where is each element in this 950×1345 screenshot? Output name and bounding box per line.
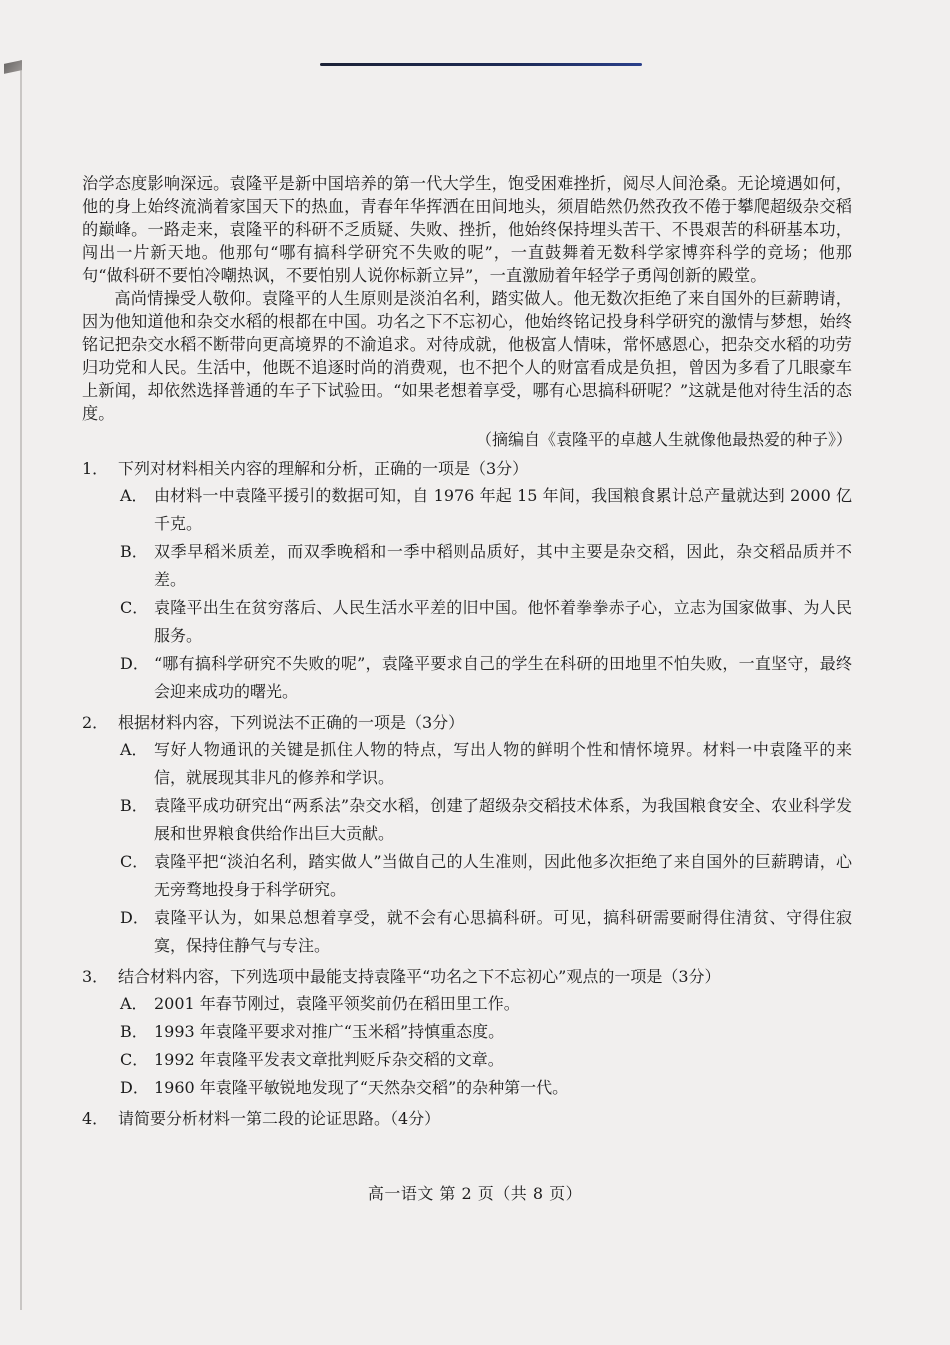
reading-passage bbox=[82, 172, 852, 452]
option-text: 1993 年袁隆平要求对推广“玉米稻”持慎重态度。 bbox=[154, 1022, 505, 1041]
option-a bbox=[120, 736, 852, 792]
question-stem bbox=[82, 455, 852, 482]
option-d bbox=[120, 650, 852, 706]
option-text: 袁隆平把“淡泊名利，踏实做人”当做自己的人生准则，因此他多次拒绝了来自国外的巨薪聘请，心无旁骛地投身于科学研究。 bbox=[154, 852, 852, 899]
question-text: 根据材料内容，下列说法不正确的一项是（3分） bbox=[118, 713, 465, 732]
page-edge bbox=[20, 60, 22, 1310]
question-text: 结合材料内容，下列选项中最能支持袁隆平“功名之下不忘初心”观点的一项是（3分） bbox=[118, 967, 721, 986]
page-footer: 高一语文 第 2 页（共 8 页） bbox=[367, 1184, 583, 1203]
option-a bbox=[120, 482, 852, 538]
question-2 bbox=[82, 709, 852, 960]
option-letter: A． bbox=[120, 486, 148, 505]
option-c bbox=[120, 594, 852, 650]
option-letter: A． bbox=[120, 740, 148, 759]
option-text: 双季早稻米质差，而双季晚稻和一季中稻则品质好，其中主要是杂交稻，因此，杂交稻品质并不差。 bbox=[154, 542, 852, 589]
passage-paragraph-1: 治学态度影响深远。袁隆平是新中国培养的第一代大学生，饱受困难挫折，阅尽人间沧桑。无论境遇如何，他的身上始终流淌着家国天下的热血，青春年华挥洒在田间地头，须眉皓然仍然孜孜不倦于攀爬超级杂交稻的巅峰。一路走来，袁隆平的科研不乏质疑、失败、挫折，他始终保持埋头苦干、不畏艰苦的科研基本功，闯出一片新天地。他那句“哪有搞科学研究不失败的呢”，一直鼓舞着无数科学家博弈科学的竞场；他那句“做科研不要怕冷嘲热讽，不要怕别人说你标新立异”，一直激励着年轻学子勇闯创新的殿堂。 bbox=[82, 174, 852, 285]
option-text: 写好人物通讯的关键是抓住人物的特点，写出人物的鲜明个性和情怀境界。材料一中袁隆平的来信，就展现其非凡的修养和学识。 bbox=[154, 740, 852, 787]
option-b bbox=[120, 538, 852, 594]
option-b bbox=[120, 792, 852, 848]
question-3 bbox=[82, 963, 852, 1102]
option-c bbox=[120, 848, 852, 904]
option-text: 袁隆平认为，如果总想着享受，就不会有心思搞科研。可见，搞科研需要耐得住清贫、守得住寂寞，保持住静气与专注。 bbox=[154, 908, 852, 955]
option-text: 由材料一中袁隆平援引的数据可知，自 1976 年起 15 年间，我国粮食累计总产量就达到 2000 亿千克。 bbox=[154, 486, 852, 533]
top-decorative-bar bbox=[320, 63, 642, 66]
option-letter: B． bbox=[120, 796, 148, 815]
question-number: 4． bbox=[82, 1109, 109, 1128]
passage-source: （摘编自《袁隆平的卓越人生就像他最热爱的种子》） bbox=[475, 430, 852, 449]
option-letter: C． bbox=[120, 852, 149, 871]
option-text: 1992 年袁隆平发表文章批判贬斥杂交稻的文章。 bbox=[154, 1050, 504, 1069]
option-text: 1960 年袁隆平敏锐地发现了“天然杂交稻”的杂种第一代。 bbox=[154, 1078, 569, 1097]
option-d bbox=[120, 904, 852, 960]
question-4 bbox=[82, 1105, 852, 1132]
option-letter: C． bbox=[120, 598, 149, 617]
question-stem bbox=[82, 709, 852, 736]
option-letter: B． bbox=[120, 1022, 148, 1041]
question-text: 请简要分析材料一第二段的论证思路。（4分） bbox=[118, 1109, 441, 1128]
option-text: 袁隆平成功研究出“两系法”杂交水稻，创建了超级杂交稻技术体系，为我国粮食安全、农业科学发展和世界粮食供给作出巨大贡献。 bbox=[154, 796, 852, 843]
question-number: 1． bbox=[82, 459, 109, 478]
option-text: 2001 年春节刚过，袁隆平领奖前仍在稻田里工作。 bbox=[154, 994, 520, 1013]
question-number: 2． bbox=[82, 713, 109, 732]
option-letter: C． bbox=[120, 1050, 149, 1069]
question-1 bbox=[82, 455, 852, 706]
question-text: 下列对材料相关内容的理解和分析，正确的一项是（3分） bbox=[118, 459, 529, 478]
question-list bbox=[82, 455, 852, 1132]
option-letter: A． bbox=[120, 994, 148, 1013]
question-stem bbox=[82, 963, 852, 990]
option-list bbox=[120, 990, 852, 1102]
option-letter: B． bbox=[120, 542, 148, 561]
option-text: 袁隆平出生在贫穷落后、人民生活水平差的旧中国。他怀着拳拳赤子心，立志为国家做事、为人民服务。 bbox=[154, 598, 852, 645]
page-content bbox=[82, 172, 852, 1132]
option-letter: D． bbox=[120, 1078, 149, 1097]
question-stem bbox=[82, 1105, 852, 1132]
option-letter: D． bbox=[120, 654, 149, 673]
option-d bbox=[120, 1074, 852, 1102]
option-b bbox=[120, 1018, 852, 1046]
option-list bbox=[120, 736, 852, 960]
option-a bbox=[120, 990, 852, 1018]
option-text: “哪有搞科学研究不失败的呢”，袁隆平要求自己的学生在科研的田地里不怕失败，一直坚守，最终会迎来成功的曙光。 bbox=[154, 654, 852, 701]
passage-paragraph-2: 高尚情操受人敬仰。袁隆平的人生原则是淡泊名利，踏实做人。他无数次拒绝了来自国外的巨薪聘请，因为他知道他和杂交水稻的根都在中国。功名之下不忘初心，他始终铭记投身科学研究的激情与梦想，始终铭记把杂交水稻不断带向更高境界的不渝追求。对待成就，他极富人情味，常怀感恩心，把杂交水稻的功劳归功党和人民。生活中，他既不追逐时尚的消费观，也不把个人的财富看成是负担，曾因为多看了几眼豪车上新闻，却依然选择普通的车子下试验田。“如果老想着享受，哪有心思搞科研呢？”这就是他对待生活的态度。 bbox=[82, 289, 852, 423]
option-list bbox=[120, 482, 852, 706]
option-letter: D． bbox=[120, 908, 149, 927]
option-c bbox=[120, 1046, 852, 1074]
question-number: 3． bbox=[82, 967, 109, 986]
